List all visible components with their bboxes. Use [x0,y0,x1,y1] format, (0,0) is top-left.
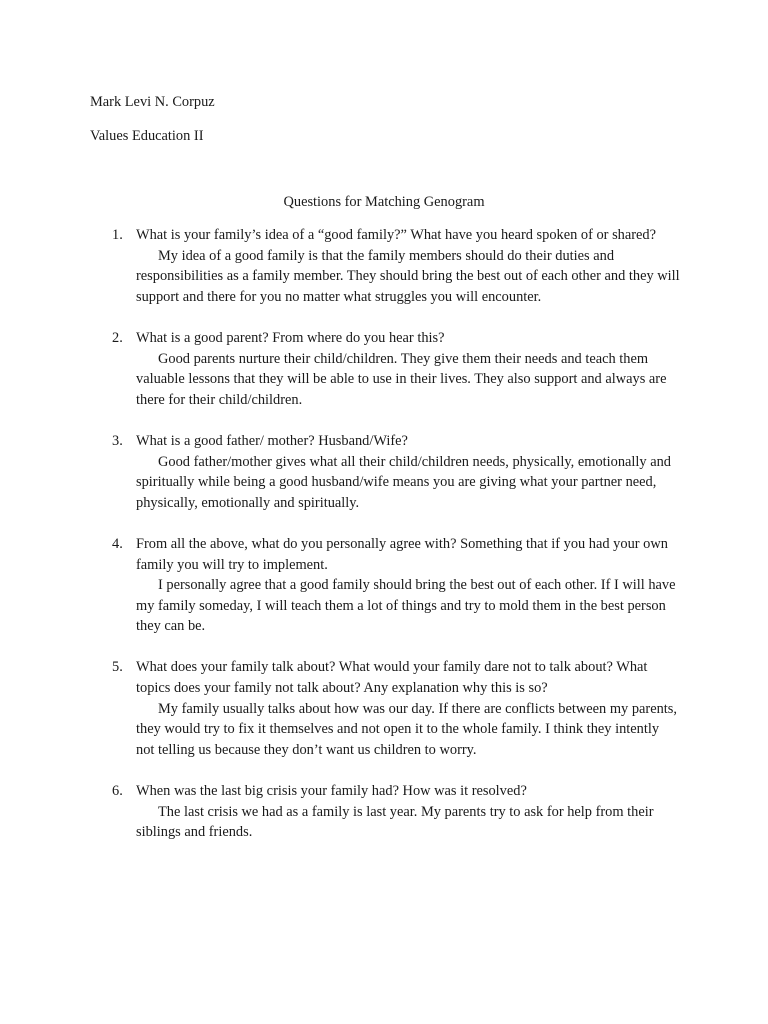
question-number: 5. [112,659,123,676]
document-title: Questions for Matching Genogram [283,194,485,210]
answer-text: I personally agree that a good family should bring the best out of each other. If I will have my family someday, I will teach them a lot of things and try to mold them in the best person they can be. [136,577,676,635]
question-item [0,657,681,760]
question-text: What is a good parent? From where do you hear this? [136,329,445,346]
question-item [0,534,681,637]
answer-text: My family usually talks about how was our day. If there are conflicts between my parents, they would try to fix it themselves and not open it to the whole family. I think they intently not telling us because they don’t want us children to worry. [136,700,677,758]
question-number: 2. [112,329,123,346]
question-number: 6. [112,783,123,800]
subject-name: Values Education II [90,128,204,144]
answer-text: The last crisis we had as a family is last year. My parents try to ask for help from their siblings and friends. [136,803,654,841]
question-text: From all the above, what do you personally agree with? Something that if you had your own family you will try to implement. [136,535,668,573]
author-name: Mark Levi N. Corpuz [90,94,215,110]
answer-text: Good parents nurture their child/children. They give them their needs and teach them valuable lessons that they will be able to use in their lives. They also support and always are there for their child/children. [136,350,667,408]
answer-text: Good father/mother gives what all their child/children needs, physically, emotionally and spiritually while being a good husband/wife means you are giving what your partner need, physically, emotionally and spiritually. [136,453,671,511]
question-item [0,431,681,513]
answer-text: My idea of a good family is that the family members should do their duties and responsibilities as a family member. They should bring the best out of each other and they will support and there for you no matter what struggles you will encounter. [136,247,680,305]
question-text: What does your family talk about? What would your family dare not to talk about? What topics does your family not talk about? Any explanation why this is so? [136,659,648,697]
question-item [0,225,681,307]
question-item [0,781,681,843]
question-text: What is a good father/ mother? Husband/Wife? [136,432,408,449]
question-number: 3. [112,432,123,449]
question-number: 4. [112,535,123,552]
question-item [0,328,681,410]
question-text: What is your family’s idea of a “good family?” What have you heard spoken of or shared? [136,227,657,243]
question-list [0,225,768,863]
question-number: 1. [112,227,123,243]
question-text: When was the last big crisis your family had? How was it resolved? [136,783,527,800]
